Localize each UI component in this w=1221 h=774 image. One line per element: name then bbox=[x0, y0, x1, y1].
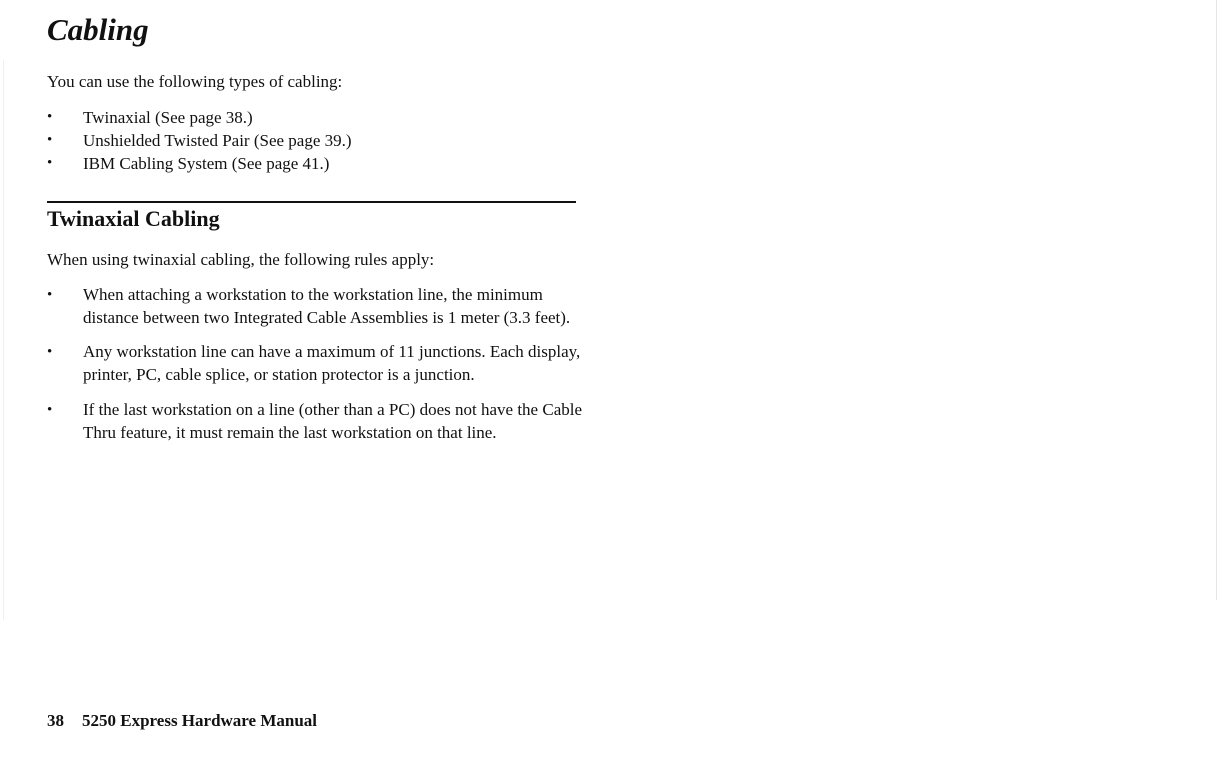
list-item bbox=[47, 399, 587, 444]
page-footer bbox=[47, 710, 317, 732]
list-item bbox=[47, 284, 587, 329]
bullet-icon: • bbox=[47, 344, 53, 361]
cabling-intro: You can use the following types of cabling: bbox=[47, 72, 343, 91]
section-title: Twinaxial Cabling bbox=[47, 206, 220, 231]
list-item-text: If the last workstation on a line (other than a PC) does not have the Cable Thru feature, it must remain the last workstation on that line. bbox=[83, 399, 583, 442]
section-divider bbox=[47, 201, 576, 203]
bullet-icon: • bbox=[47, 155, 53, 171]
scan-edge-left bbox=[3, 60, 4, 620]
scan-edge-right bbox=[1216, 0, 1217, 600]
list-item-text: When attaching a workstation to the workstation line, the minimum distance between two Integrated Cable Assemblies is 1 meter (3.3 feet). bbox=[83, 285, 571, 327]
manual-title: 5250 Express Hardware Manual bbox=[82, 711, 318, 730]
list-item-text: IBM Cabling System (See page 41.) bbox=[83, 154, 330, 173]
list-item bbox=[47, 341, 587, 386]
bullet-icon: • bbox=[47, 287, 53, 303]
list-item bbox=[47, 129, 352, 152]
cabling-types-list bbox=[47, 106, 352, 175]
page-number: 38 bbox=[47, 711, 64, 730]
bullet-icon: • bbox=[47, 109, 53, 125]
chapter-title: Cabling bbox=[47, 12, 149, 47]
bullet-icon: • bbox=[47, 401, 53, 418]
list-item-text: Any workstation line can have a maximum of 11 junctions. Each display, printer, PC, cable splice, or station protector is a junction. bbox=[83, 342, 581, 385]
list-item-text: Twinaxial (See page 38.) bbox=[83, 108, 253, 127]
list-item bbox=[47, 106, 352, 129]
list-item-text: Unshielded Twisted Pair (See page 39.) bbox=[83, 131, 352, 150]
bullet-icon: • bbox=[47, 132, 53, 148]
section-intro: When using twinaxial cabling, the following rules apply: bbox=[47, 250, 435, 269]
twinaxial-rules-list bbox=[47, 284, 587, 456]
list-item bbox=[47, 152, 352, 175]
